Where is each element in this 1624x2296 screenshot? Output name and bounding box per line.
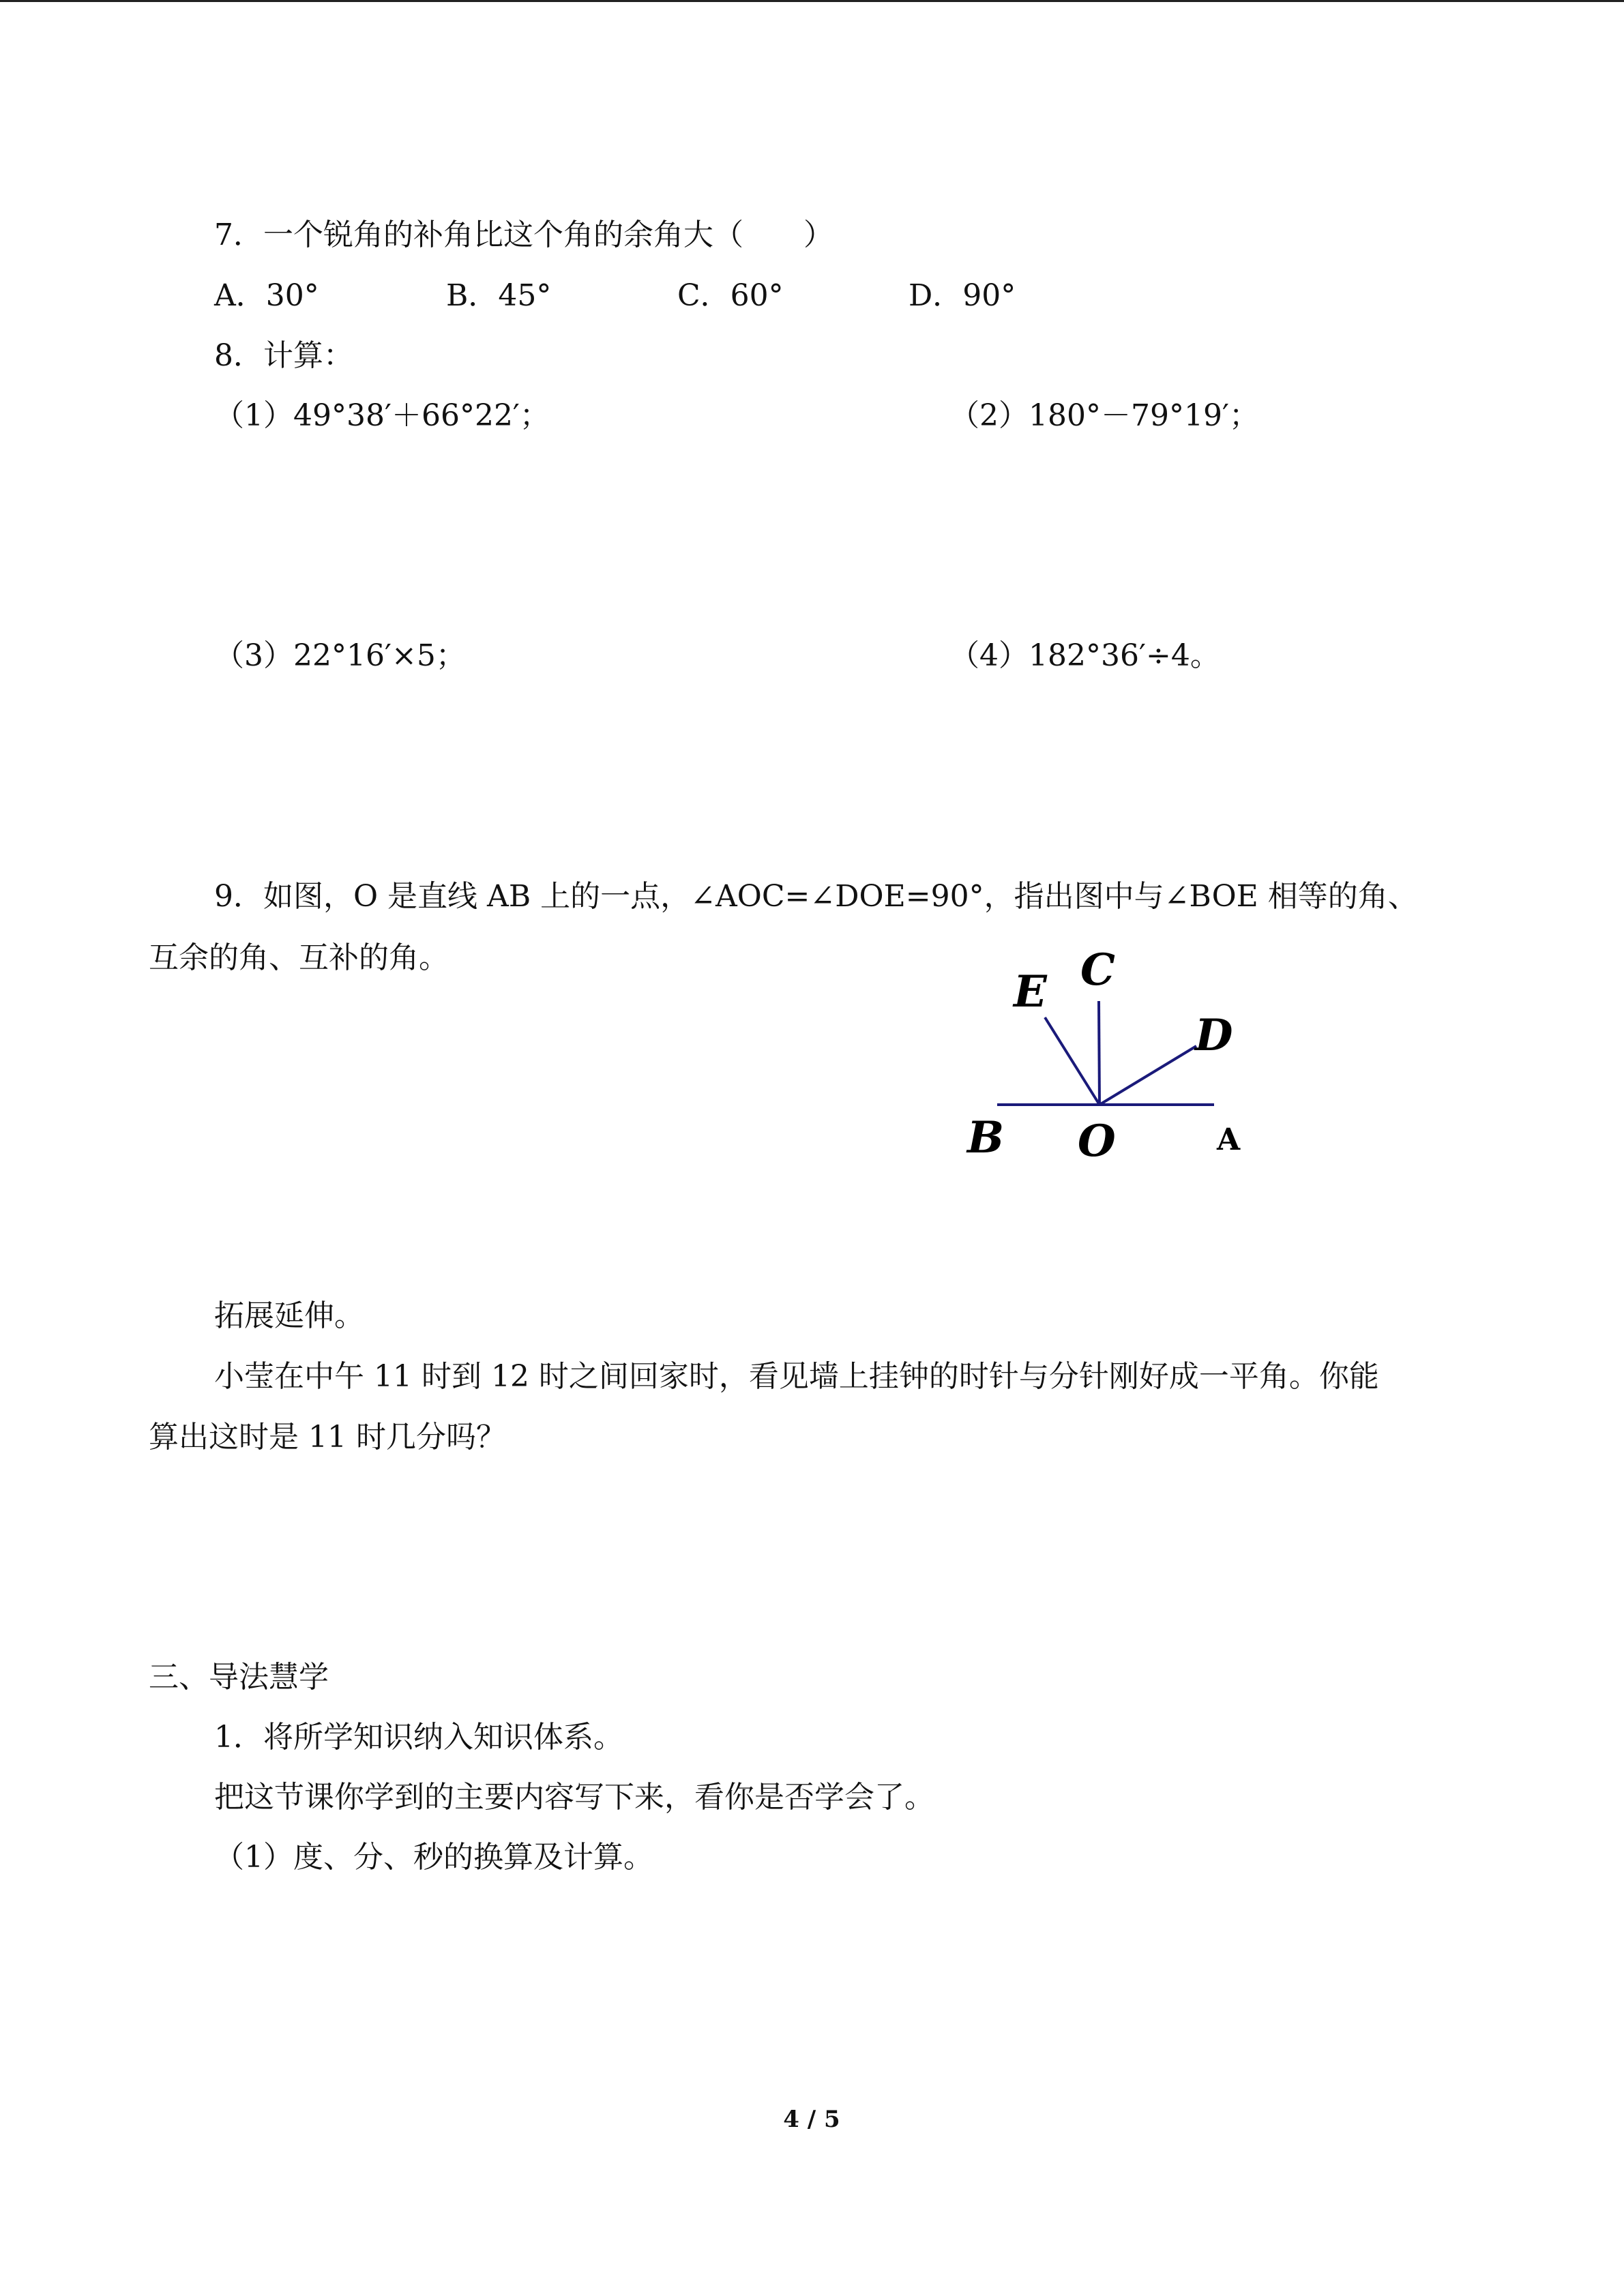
extension-heading: 拓展延伸。 bbox=[214, 1298, 364, 1333]
q8-stem: 8．计算： bbox=[214, 338, 353, 373]
label-d: D bbox=[1195, 1010, 1233, 1061]
q8-item-2: （2）180°－79°19′； bbox=[949, 398, 1259, 433]
label-o: O bbox=[1078, 1116, 1116, 1167]
q7-option-d: D．90° bbox=[909, 278, 1016, 313]
label-a: A bbox=[1217, 1122, 1241, 1157]
page-number: 4 / 5 bbox=[783, 2106, 840, 2133]
q7-option-c: C．60° bbox=[677, 278, 784, 313]
extension-line-2: 算出这时是 11 时几分吗？ bbox=[149, 1420, 506, 1455]
q8-item-4: （4）182°36′÷4。 bbox=[949, 638, 1220, 673]
extension-line-1: 小莹在中午 11 时到 12 时之间回家时，看见墙上挂钟的时针与分针刚好成一平角。你能 bbox=[214, 1359, 1379, 1394]
section3-heading: 三、导法慧学 bbox=[149, 1660, 329, 1695]
top-border-line bbox=[0, 0, 1624, 2]
ray-oe bbox=[1045, 1017, 1099, 1105]
q7-stem: 7．一个锐角的补角比这个角的余角大（ ） bbox=[214, 218, 833, 252]
section3-sub-1: （1）度、分、秒的换算及计算。 bbox=[214, 1840, 653, 1875]
q9-geometry-figure bbox=[941, 934, 1269, 1180]
q7-option-a: A．30° bbox=[214, 278, 319, 313]
label-e: E bbox=[1014, 966, 1047, 1017]
ray-od bbox=[1099, 1046, 1196, 1105]
q8-item-1: （1）49°38′＋66°22′； bbox=[214, 398, 550, 433]
section3-item-1: 1．将所学知识纳入知识体系。 bbox=[214, 1720, 623, 1755]
q7-option-b: B．45° bbox=[446, 278, 552, 313]
label-b: B bbox=[967, 1112, 1005, 1163]
section3-text: 把这节课你学到的主要内容写下来，看你是否学会了。 bbox=[214, 1780, 934, 1815]
q9-line-1: 9．如图，O 是直线 AB 上的一点，∠AOC=∠DOE=90°，指出图中与∠BOE 相等的角、 bbox=[214, 879, 1418, 914]
label-c: C bbox=[1080, 944, 1115, 996]
q9-line-2: 互余的角、互补的角。 bbox=[149, 940, 449, 975]
q8-item-3: （3）22°16′×5； bbox=[214, 638, 466, 673]
